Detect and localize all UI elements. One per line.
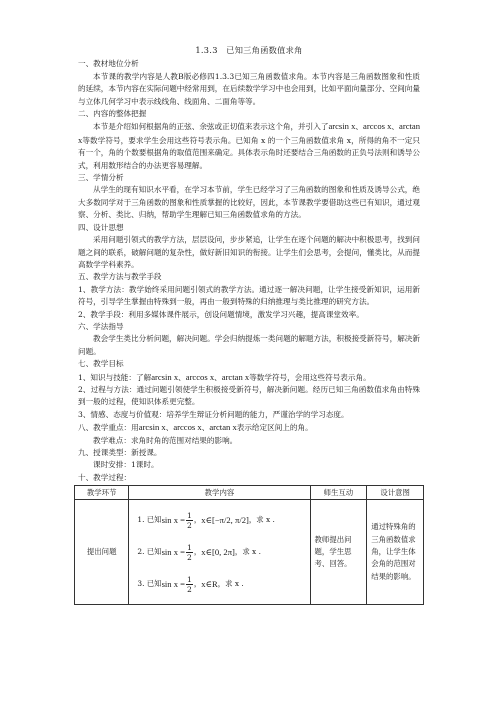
section-heading-10: 十、教学过程： (78, 472, 132, 482)
section-heading-3: 三、学情分析 (78, 173, 124, 183)
section-heading-6: 六、学法指导 (78, 321, 124, 331)
table-header-row (75, 486, 424, 500)
intent-cell: 通过特殊角的三角函数值求角，让学生体会角的范围对结果的影响。 (367, 500, 424, 605)
question-1: 1. 已知 sin x = $\frac{1}{2}$ ， x∈[−π/2, π/2] ，求 x . (137, 510, 275, 530)
domain-q3: x∈R (201, 579, 218, 590)
domain-q1: x∈[−π/2, π/2] (201, 515, 249, 526)
section-text-3: 从学生的现有知识水平看，在学习本节前，学生已经学习了三角函数的图象和性质及诱导公式，绝大多数同学对于三角函数的图象和性质掌握的比较好，因此，本节课教学要借助这些已有知识，通过观察、分析、类比、归纳，帮助学生理解已知三角函数值求角的方法。 (78, 185, 420, 220)
document-page (78, 44, 420, 605)
interaction-cell: 教师提出问题，学生思考、回答。 (310, 500, 367, 605)
math-arccos: arccos x (363, 121, 392, 132)
stage-cell: 提出问题 (75, 500, 129, 605)
math-arctan: arctan x (78, 121, 421, 145)
goal-item-1: 1、知识与技能：了解arcsin x、arccos x、arctan x等数学符号，会用这些符号表示角。 (78, 371, 371, 382)
class-hours: 课时安排：1课时。 (93, 460, 159, 470)
section-heading-4: 四、设计思想 (78, 222, 124, 232)
math-arcsin: arcsin x (328, 121, 356, 132)
table-row (75, 500, 424, 605)
question-3: 3. 已知 sin x = $\frac{1}{2}$ ， x∈R ，求 x . (137, 574, 244, 594)
document-title: 1.3.3 已知三角函数值求角 (195, 45, 303, 55)
table-header: 教学环节 (75, 486, 129, 500)
table-header: 师生互动 (310, 486, 367, 500)
goal-item-2: 2、过程与方法：通过问题引领使学生积极接受新符号，解决新问题。经历已知三角函数值求角由特殊到一般的过程，使知识体系更完整。 (78, 384, 420, 407)
method-item-2: 2、教学手段：利用多媒体课件展示，创设问题情境，激发学习兴趣，提高课堂效率。 (78, 309, 364, 319)
table-header: 教学内容 (129, 486, 310, 500)
teaching-process-table (74, 485, 424, 605)
section-heading-2: 二、内容的整体把握 (78, 109, 147, 119)
domain-q2: x∈[0, 2π] (201, 547, 235, 558)
goal-item-3: 3、情感、态度与价值观：培养学生辩证分析问题的能力，严谨治学的学习态度。 (78, 409, 349, 419)
section-heading-9: 九、授课类型：新授课。 (78, 448, 162, 457)
section-text-1: 本节课的教学内容是人教B版必修四1.3.3已知三角函数值求角。本节内容是三角函数图象和性质的延续，本节内容在实际问题中经常用到，在后续数学学习中也会用到，比如平面向量部分、空间向量与立体几何学习中表示线线角、线面角、二面角等等。 (78, 71, 420, 106)
section-heading-7: 七、教学目标 (78, 359, 124, 369)
difficulty: 教学难点：求角时角的范围对结果的影响。 (93, 435, 238, 445)
table-header: 设计意图 (367, 486, 424, 500)
section-text-4: 采用问题引领式的教学方法，层层设问，步步紧追，让学生在逐个问题的解决中积极思考，找到问题之间的联系，破解问题的复杂性，做好新旧知识的衔接。让学生们会思考，会提问，懂类比，从而提高数学学科素养。 (78, 235, 420, 269)
section-heading-5: 五、教学方法与教学手段 (78, 272, 162, 282)
key-points: 八、教学重点：用arcsin x、arccos x、arctan x表示给定区间上的角。 (78, 422, 313, 433)
section-text-2: 本节是介绍如何根据角的正弦、余弦或正切值来表示这个角，并引入了arcsin x、arccos x、arctan x等数学符号，要求学生会用这些符号表示角。已知角 x 的一个三角函数值求角 x，所得的角不一定只有一个，角的个数要根据角的取值范围来确定。具体表示角时还要结合三角函数的正负号法则和诱导公式，利用数形结合的办法更容易理解。 (78, 121, 421, 170)
method-item-1: 1、教学方法：教学始终采用问题引领式的教学方法。通过逐一解决问题，让学生接受新知识，运用新符号，引导学生掌握由特殊到一般，再由一般到特殊的归纳推理与类比推理的研究方法。 (78, 284, 420, 307)
question-2: 2. 已知 sin x = $\frac{1}{2}$ ， x∈[0, 2π] ，求 x . (137, 542, 261, 562)
content-cell (129, 500, 310, 605)
section-heading-1: 一、教材地位分析 (78, 59, 139, 69)
section-text-6: 教会学生类比分析问题，解决问题。学会归纳提炼一类问题的解题方法，积极接受新符号，解决新问题。 (78, 334, 420, 356)
